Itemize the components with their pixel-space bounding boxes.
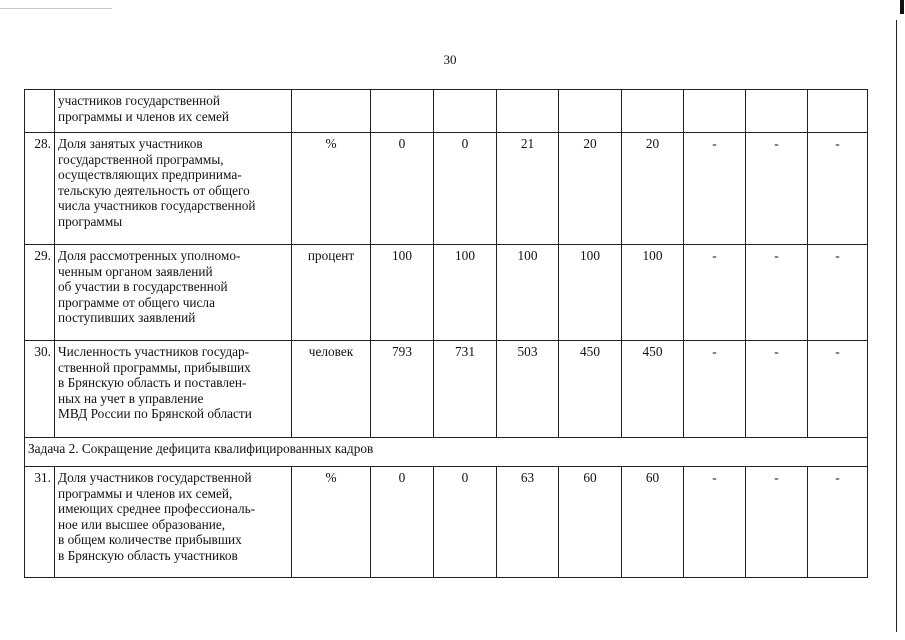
value-cell xyxy=(559,90,622,133)
task-heading: Задача 2. Сокращение дефицита квалифицированных кадров xyxy=(25,438,868,467)
value-cell: 793 xyxy=(371,341,434,438)
value-cell xyxy=(497,90,559,133)
scan-top-line xyxy=(0,8,112,9)
value-cell xyxy=(371,90,434,133)
value-cell: 0 xyxy=(434,133,497,245)
unit-cell xyxy=(292,90,371,133)
unit-cell: процент xyxy=(292,245,371,341)
table-row xyxy=(25,467,868,578)
row-number-cell: 29. xyxy=(25,245,55,341)
value-cell: 60 xyxy=(622,467,684,578)
unit-cell: человек xyxy=(292,341,371,438)
indicator-name-cell: участников государственной программы и членов их семей xyxy=(55,90,292,133)
row-number-cell: 28. xyxy=(25,133,55,245)
unit-cell: % xyxy=(292,133,371,245)
value-cell: 503 xyxy=(497,341,559,438)
value-cell: - xyxy=(684,133,746,245)
value-cell: 100 xyxy=(497,245,559,341)
value-cell: - xyxy=(746,467,808,578)
value-cell: - xyxy=(746,245,808,341)
value-cell: 450 xyxy=(559,341,622,438)
value-cell: 21 xyxy=(497,133,559,245)
value-cell: 0 xyxy=(434,467,497,578)
value-cell: - xyxy=(808,133,868,245)
value-cell: - xyxy=(746,341,808,438)
value-cell: 450 xyxy=(622,341,684,438)
table-row xyxy=(25,133,868,245)
value-cell: - xyxy=(746,133,808,245)
value-cell: 20 xyxy=(559,133,622,245)
value-cell: 0 xyxy=(371,133,434,245)
indicator-name-cell: Доля рассмотренных уполномо- ченным органом заявлений об участии в государственной программе от общего числа поступивших заявлений xyxy=(55,245,292,341)
value-cell: 20 xyxy=(622,133,684,245)
row-number-cell xyxy=(25,90,55,133)
value-cell xyxy=(434,90,497,133)
value-cell: 100 xyxy=(434,245,497,341)
table-row xyxy=(25,341,868,438)
row-number-cell: 30. xyxy=(25,341,55,438)
scan-edge-mark xyxy=(900,0,904,14)
value-cell xyxy=(746,90,808,133)
value-cell: 100 xyxy=(371,245,434,341)
value-cell: - xyxy=(808,467,868,578)
task-row xyxy=(25,438,868,467)
scan-right-rule xyxy=(896,20,897,632)
table-row-continuation xyxy=(25,90,868,133)
value-cell xyxy=(808,90,868,133)
indicator-name-cell: Численность участников государ- ственной программы, прибывших в Брянскую область и поставлен- ных на учет в управление МВД России по Брянской области xyxy=(55,341,292,438)
table-row xyxy=(25,245,868,341)
value-cell: - xyxy=(684,245,746,341)
value-cell: - xyxy=(684,467,746,578)
value-cell xyxy=(684,90,746,133)
row-number-cell: 31. xyxy=(25,467,55,578)
value-cell: 60 xyxy=(559,467,622,578)
value-cell: - xyxy=(808,245,868,341)
value-cell: - xyxy=(684,341,746,438)
value-cell: 0 xyxy=(371,467,434,578)
page-number: 30 xyxy=(443,52,457,67)
unit-cell: % xyxy=(292,467,371,578)
value-cell: - xyxy=(808,341,868,438)
value-cell: 100 xyxy=(559,245,622,341)
value-cell xyxy=(622,90,684,133)
value-cell: 63 xyxy=(497,467,559,578)
value-cell: 100 xyxy=(622,245,684,341)
indicator-name-cell: Доля занятых участников государственной программы, осуществляющих предпринима- тельскую деятельность от общего числа участников государственной программы xyxy=(55,133,292,245)
indicator-name-cell: Доля участников государственной программы и членов их семей, имеющих среднее профессиональ- ное или высшее образование, в общем количестве прибывших в Брянскую область участников xyxy=(55,467,292,578)
value-cell: 731 xyxy=(434,341,497,438)
indicators-table xyxy=(24,89,868,578)
